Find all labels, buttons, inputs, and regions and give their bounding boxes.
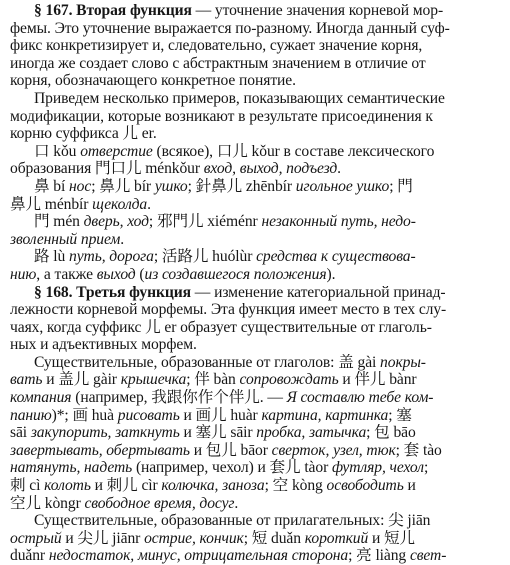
text-line: § 167. Вторая функция — уточнение значения корневой мор- [34, 2, 444, 19]
text-line: sāi закупорить, заткнуть и 塞儿 sāir пробка, затычка; 包 bāo [10, 424, 416, 442]
text-line: 空儿 kòngr свободное время, досуг. [10, 494, 239, 512]
text-line: корня, обозначающего конкретное понятие. [10, 72, 296, 90]
text-line: корню суффикса 儿 er. [10, 125, 157, 143]
text-line: иногда же создает слово с абстрактным значением в отличие от [10, 54, 426, 72]
text-line: Существительные, образованные от прилагательных: 尖 jiān [34, 512, 431, 530]
text-line: нию, а также выход (из создавшегося положения). [10, 265, 336, 283]
text-line: завертывать, обертывать и 包儿 bāor сверток, узел, тюк; 套 tào [10, 441, 442, 459]
text-line: натянуть, надеть (например, чехол) и 套儿 tàor футляр, чехол; [10, 459, 429, 477]
text-line: 刺 cì колоть и 刺儿 cìr колючка, заноза; 空 kòng освободить и [10, 477, 416, 495]
text-line: 鼻 bí нос; 鼻儿 bír ушко; 針鼻儿 zhēnbír игольное ушко; 門 [34, 177, 413, 195]
text-line: панию)*; 画 huà рисовать и 画儿 huàr картина, картинка; 塞 [10, 406, 412, 424]
text-line: 口 kǒu отверстие (всякое), 口儿 kǒur в составе лексического [34, 142, 435, 160]
text-line: Существительные, образованные от глаголов: 盖 gài покры- [34, 353, 426, 371]
text-line: 路 lù путь, дорога; 活路儿 huólùr средства к существова- [34, 248, 416, 266]
text-line: 鼻儿 ménbír щеколда. [10, 195, 151, 213]
text-line: острый и 尖儿 jiānr острие, кончик; 短 duǎn короткий и 短儿 [10, 529, 416, 547]
text-line: 門 mén дверь, ход; 邪門儿 xiéménr незаконный путь, недо- [34, 213, 416, 231]
text-line: компания (например, 我跟你作个伴儿. — Я составлю тебе ком- [10, 389, 434, 407]
text-line: образования 門口儿 ménkǒur вход, выход, подъезд. [10, 160, 341, 178]
text-line: лежности корневой морфемы. Эта функция имеет место в тех слу- [10, 301, 447, 319]
text-line: зволенный прием. [10, 230, 125, 248]
text-line: вать и 盖儿 gàir крышечка; 伴 bàn сопровождать и 伴儿 bànr [10, 371, 417, 389]
text-line: чаях, когда суффикс 儿 er образует существительные от глаголь- [10, 318, 432, 336]
text-line: ных и адъективных морфем. [10, 336, 197, 354]
text-line: duǎnr недостаток, минус, отрицательная сторона; 亮 liàng свет- [10, 547, 447, 565]
text-line: модификации, которые возникают в результате присоединения к [10, 107, 433, 125]
text-line: фемы. Это уточнение выражается по-разному. Иногда данный суф- [10, 19, 450, 37]
text-line: § 168. Третья функция — изменение категориальной принад- [34, 283, 446, 301]
text-line: Приведем несколько примеров, показывающих семантические [34, 89, 445, 107]
text-line: фикс конкретизирует и, следовательно, сужает значение корня, [10, 37, 423, 55]
